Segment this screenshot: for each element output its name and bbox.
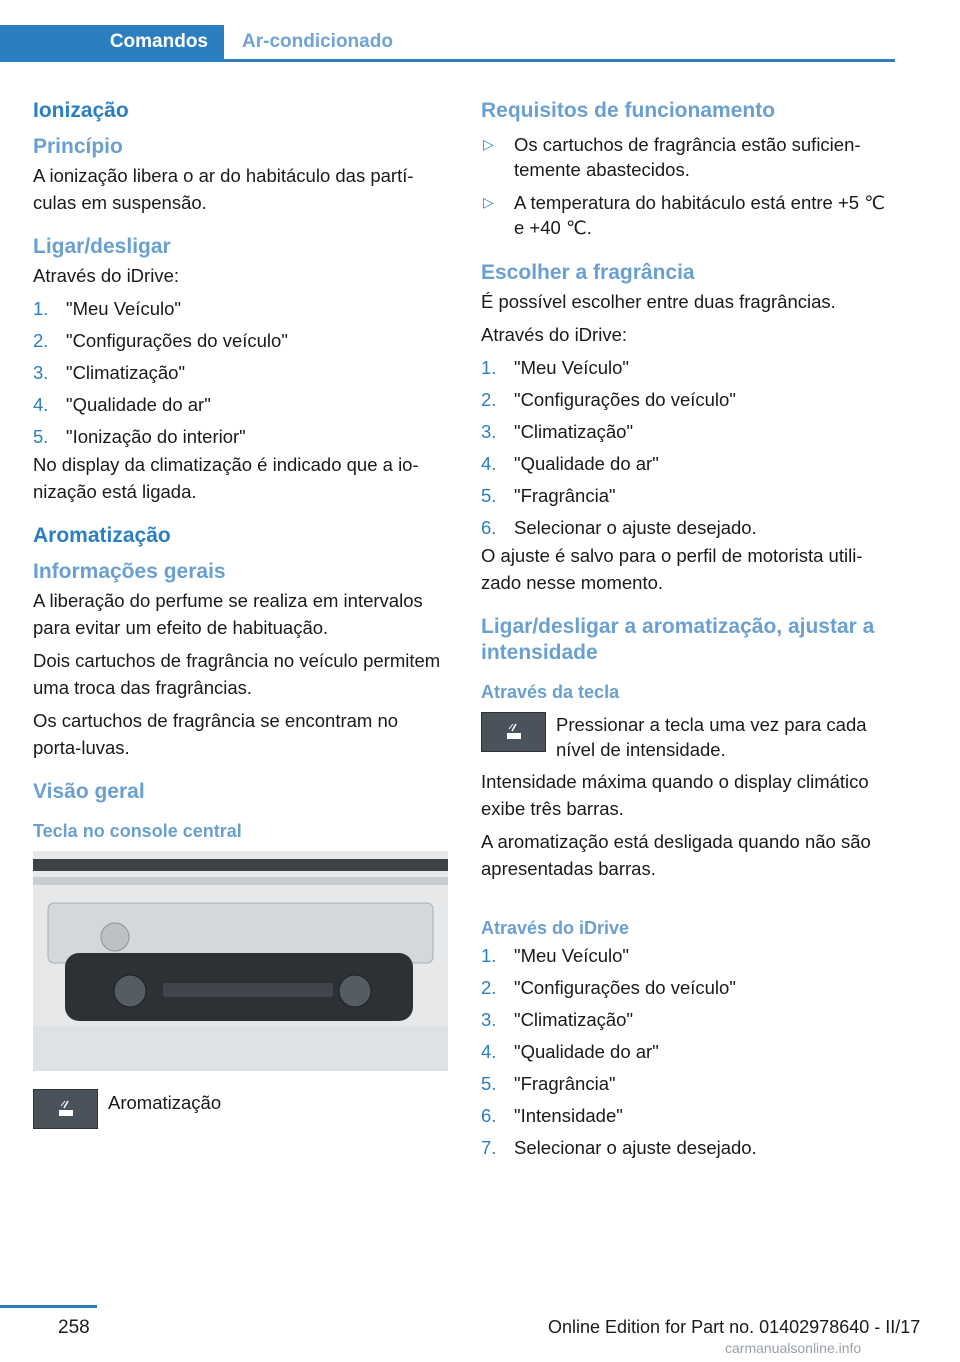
heading-aromatizacao: Aromatização bbox=[33, 524, 171, 547]
heading-principio: Princípio bbox=[33, 135, 123, 158]
step-text: "Meu Veículo" bbox=[66, 298, 181, 319]
step-text: "Configurações do veículo" bbox=[66, 330, 288, 351]
step-text: Selecionar o ajuste desejado. bbox=[514, 517, 757, 538]
step-number: 1. bbox=[481, 945, 497, 966]
step-text: "Fragrância" bbox=[514, 485, 616, 506]
step-number: 4. bbox=[33, 394, 49, 415]
bullet-text: A temperatura do habitáculo está entre +5 ℃ e +40 ℃. bbox=[514, 192, 885, 238]
right-column bbox=[481, 98, 896, 1166]
heading-ligar-aromatizacao: Ligar/desligar a aromatização, ajustar a intensidade bbox=[481, 615, 875, 664]
tab-ar-condicionado[interactable]: Ar-condicionado bbox=[242, 31, 393, 52]
step-number: 1. bbox=[481, 357, 497, 378]
bullet-text: Os cartuchos de fragrância estão suficientemente abastecidos. bbox=[514, 134, 861, 180]
steps-ionizacao bbox=[33, 295, 448, 450]
header-bar bbox=[0, 25, 895, 62]
step-number: 1. bbox=[33, 298, 49, 319]
fragrance-icon bbox=[56, 1098, 76, 1118]
step-text: Selecionar o ajuste desejado. bbox=[514, 1137, 757, 1158]
watermark: carmanualsonline.info bbox=[725, 1340, 862, 1356]
paragraph-escolher: É possível escolher entre duas fragrâncias. bbox=[481, 291, 836, 312]
step-text: "Climatização" bbox=[514, 421, 634, 442]
fragrance-key-icon bbox=[481, 712, 546, 752]
paragraph-intensidade-maxima: Intensidade máxima quando o display climático exibe três barras. bbox=[481, 771, 869, 819]
heading-tecla-console: Tecla no console central bbox=[33, 821, 242, 841]
step-number: 5. bbox=[481, 485, 497, 506]
step-number: 4. bbox=[481, 1041, 497, 1062]
step-text: "Configurações do veículo" bbox=[514, 977, 736, 998]
paragraph-display: No display da climatização é indicado que a ionização está ligada. bbox=[33, 454, 419, 502]
header-rule bbox=[0, 59, 895, 62]
step-number: 6. bbox=[481, 517, 497, 538]
list-item bbox=[481, 354, 896, 381]
list-item bbox=[33, 295, 448, 322]
page-number: 258 bbox=[58, 1317, 90, 1338]
triangle-bullet-icon: ▷ bbox=[483, 136, 494, 152]
step-number: 3. bbox=[481, 421, 497, 442]
requisitos-list bbox=[481, 132, 896, 240]
paragraph-info-2: Dois cartuchos de fragrância no veículo permitem uma troca das fragrâncias. bbox=[33, 650, 441, 698]
step-text: "Qualidade do ar" bbox=[66, 394, 211, 415]
list-item bbox=[481, 1070, 896, 1097]
step-number: 6. bbox=[481, 1105, 497, 1126]
step-number: 2. bbox=[33, 330, 49, 351]
fragrance-icon bbox=[504, 721, 524, 741]
fragrance-key-icon bbox=[33, 1089, 98, 1129]
list-item bbox=[481, 1134, 896, 1161]
list-item bbox=[481, 514, 896, 541]
heading-visao-geral: Visão geral bbox=[33, 780, 145, 803]
paragraph-pressionar-tecla: Pressionar a tecla uma vez para cada nível de intensidade. bbox=[556, 714, 867, 760]
step-text: "Meu Veículo" bbox=[514, 945, 629, 966]
list-item bbox=[481, 386, 896, 413]
list-item bbox=[33, 359, 448, 386]
list-item bbox=[33, 423, 448, 450]
triangle-bullet-icon: ▷ bbox=[483, 194, 494, 210]
step-text: "Meu Veículo" bbox=[514, 357, 629, 378]
list-item bbox=[481, 190, 896, 240]
step-number: 5. bbox=[33, 426, 49, 447]
heading-requisitos: Requisitos de funcionamento bbox=[481, 99, 776, 122]
aromatizacao-key-row bbox=[33, 1089, 448, 1129]
list-item bbox=[33, 327, 448, 354]
step-number: 4. bbox=[481, 453, 497, 474]
heading-atraves-tecla: Através da tecla bbox=[481, 682, 620, 702]
step-number: 2. bbox=[481, 977, 497, 998]
step-text: "Fragrância" bbox=[514, 1073, 616, 1094]
steps-fragrancia bbox=[481, 354, 896, 541]
paragraph-atraves-idrive: Através do iDrive: bbox=[33, 265, 179, 286]
heading-ionizacao: Ionização bbox=[33, 99, 129, 122]
list-item bbox=[481, 132, 896, 182]
step-text: "Climatização" bbox=[514, 1009, 634, 1030]
heading-atraves-idrive: Através do iDrive bbox=[481, 918, 630, 938]
step-number: 7. bbox=[481, 1137, 497, 1158]
step-number: 2. bbox=[481, 389, 497, 410]
list-item bbox=[481, 1102, 896, 1129]
paragraph-atraves-idrive: Através do iDrive: bbox=[481, 324, 627, 345]
paragraph-ajuste-salvo: O ajuste é salvo para o perfil de motorista utilizado nesse momento. bbox=[481, 545, 863, 593]
paragraph-principio: A ionização libera o ar do habitáculo das partículas em suspensão. bbox=[33, 165, 414, 213]
steps-intensidade bbox=[481, 942, 896, 1161]
step-number: 3. bbox=[33, 362, 49, 383]
list-item bbox=[481, 450, 896, 477]
step-text: "Configurações do veículo" bbox=[514, 389, 736, 410]
console-illustration bbox=[33, 851, 448, 1071]
center-console-photo bbox=[33, 851, 448, 1071]
heading-ligar-desligar: Ligar/desligar bbox=[33, 235, 171, 258]
footer-rule bbox=[0, 1305, 97, 1308]
heading-informacoes-gerais: Informações gerais bbox=[33, 560, 226, 583]
list-item bbox=[33, 391, 448, 418]
left-column bbox=[33, 98, 448, 1129]
list-item bbox=[481, 482, 896, 509]
step-text: "Climatização" bbox=[66, 362, 186, 383]
paragraph-desligada: A aromatização está desligada quando não são apresentadas barras. bbox=[481, 831, 871, 879]
list-item bbox=[481, 942, 896, 969]
list-item bbox=[481, 974, 896, 1001]
paragraph-info-3: Os cartuchos de fragrância se encontram no porta-luvas. bbox=[33, 710, 399, 758]
list-item bbox=[481, 418, 896, 445]
paragraph-info-1: A liberação do perfume se realiza em intervalos para evitar um efeito de habituação. bbox=[33, 590, 423, 638]
list-item bbox=[481, 1006, 896, 1033]
step-number: 5. bbox=[481, 1073, 497, 1094]
step-text: "Qualidade do ar" bbox=[514, 453, 659, 474]
heading-escolher-fragrancia: Escolher a fragrância bbox=[481, 261, 695, 284]
tecla-row bbox=[481, 712, 896, 768]
edition-label: Online Edition for Part no. 01402978640 - II/17 bbox=[548, 1317, 921, 1337]
step-number: 3. bbox=[481, 1009, 497, 1030]
tab-comandos[interactable]: Comandos bbox=[0, 25, 224, 59]
list-item bbox=[481, 1038, 896, 1065]
step-text: "Qualidade do ar" bbox=[514, 1041, 659, 1062]
key-label-aromatizacao: Aromatização bbox=[108, 1092, 222, 1113]
step-text: "Ionização do interior" bbox=[66, 426, 246, 447]
step-text: "Intensidade" bbox=[514, 1105, 623, 1126]
